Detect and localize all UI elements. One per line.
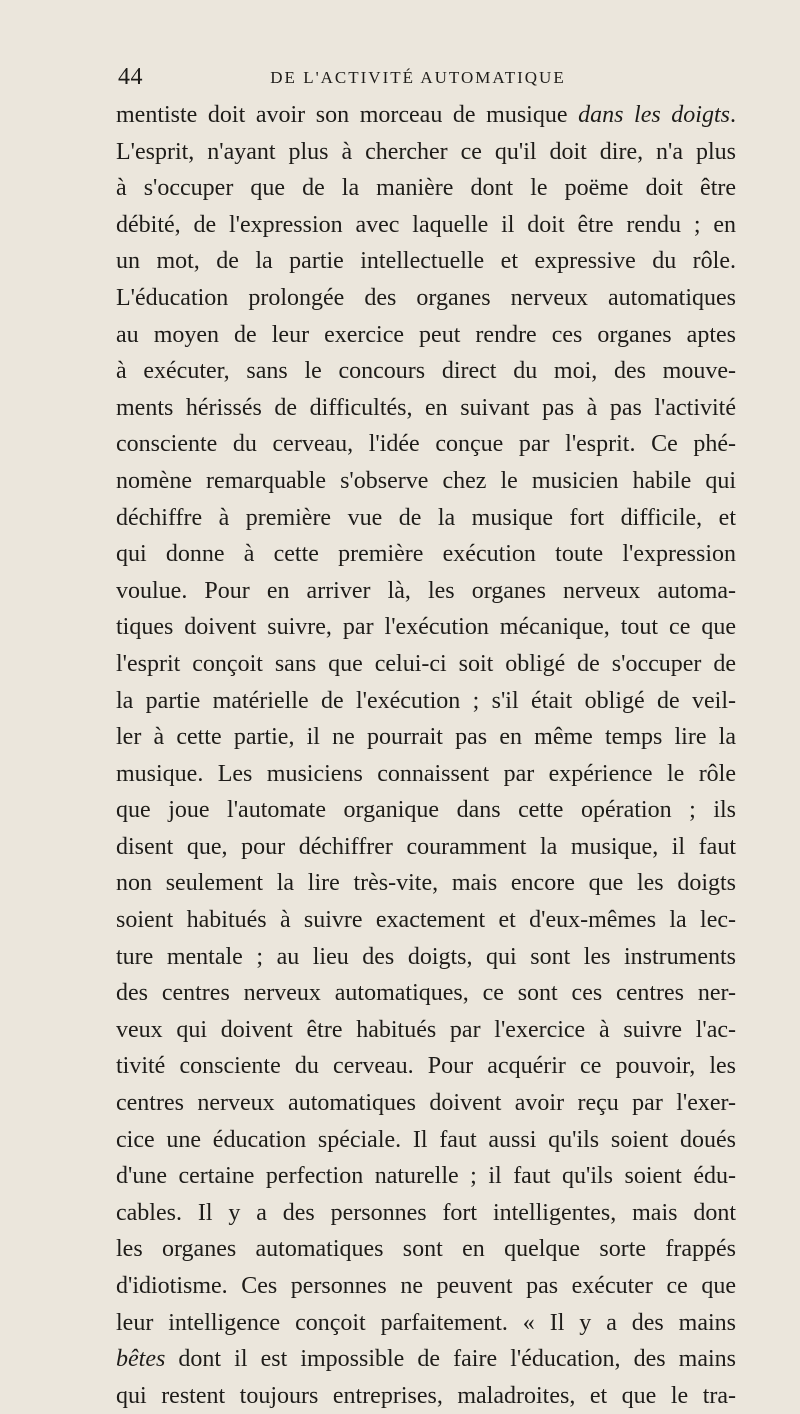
text-segment: ler à cette partie, il ne pourrait pas en même temps lire la — [116, 724, 736, 751]
text-segment: . — [730, 102, 736, 128]
text-segment: les organes automatiques sont en quelque sorte frappés — [116, 1236, 736, 1263]
text-segment: musique. Les musiciens connaissent par expérience le rôle — [116, 760, 736, 787]
text-line — [116, 243, 736, 280]
text-segment: L'esprit, n'ayant plus à chercher ce qu'il doit dire, n'a plus — [116, 138, 736, 165]
text-segment: disent que, pour déchiffrer couramment la musique, il faut — [116, 833, 736, 860]
text-segment: d'idiotisme. Ces personnes ne peuvent pas exécuter ce que — [116, 1273, 736, 1299]
italic-text: bêtes — [116, 1346, 166, 1373]
text-line — [116, 719, 736, 756]
text-segment: centres nerveux automatiques doivent avoir reçu par l'exer- — [116, 1090, 736, 1117]
text-segment: d'une certaine perfection naturelle ; il faut qu'ils soient édu- — [116, 1163, 736, 1190]
text-segment: débité, de l'expression avec laquelle il doit être rendu ; en — [116, 211, 736, 238]
text-segment: veux qui doivent être habitués par l'exercice à suivre l'ac- — [116, 1016, 736, 1043]
text-line — [116, 792, 736, 829]
text-segment: mentiste doit avoir son morceau de musique — [116, 102, 579, 128]
text-line — [116, 756, 736, 793]
text-line — [116, 463, 736, 500]
text-line — [116, 902, 736, 939]
text-line — [116, 353, 736, 390]
running-title: DE L'ACTIVITÉ AUTOMATIQUE — [270, 68, 566, 87]
text-line — [116, 573, 736, 610]
text-segment: ments hérissés de difficultés, en suivant pas à pas l'activité — [116, 394, 736, 421]
text-line — [116, 1195, 736, 1232]
text-segment: L'éducation prolongée des organes nerveux automatiques — [116, 284, 736, 311]
text-line — [116, 97, 736, 134]
text-segment: que joue l'automate organique dans cette opération ; ils — [116, 797, 736, 824]
text-line — [116, 1378, 736, 1414]
page-number: 44 — [118, 64, 143, 90]
text-line — [116, 683, 736, 720]
text-segment: ture mentale ; au lieu des doigts, qui sont les instruments — [116, 943, 736, 970]
text-segment: cice une éducation spéciale. Il faut aussi qu'ils soient doués — [116, 1126, 736, 1153]
text-line — [116, 1305, 736, 1342]
text-segment: un mot, de la partie intellectuelle et expressive du rôle. — [116, 248, 736, 275]
text-line — [116, 1122, 736, 1159]
text-segment: nomène remarquable s'observe chez le musicien habile qui — [116, 467, 736, 494]
text-segment: qui restent toujours entreprises, maladroites, et que le tra- — [116, 1382, 736, 1409]
text-segment: consciente du cerveau, l'idée conçue par l'esprit. Ce phé- — [116, 431, 736, 458]
text-line — [116, 536, 736, 573]
text-segment: l'esprit conçoit sans que celui-ci soit obligé de s'occuper de — [116, 650, 736, 677]
text-segment: qui donne à cette première exécution toute l'expression — [116, 541, 736, 568]
text-line — [116, 1268, 736, 1305]
text-line — [116, 390, 736, 427]
text-line — [116, 207, 736, 244]
text-line — [116, 829, 736, 866]
text-line — [116, 500, 736, 537]
text-segment: cables. Il y a des personnes fort intelligentes, mais dont — [116, 1199, 736, 1226]
text-segment: à s'occuper que de la manière dont le poëme doit être — [116, 175, 736, 202]
text-line — [116, 646, 736, 683]
text-segment: voulue. Pour en arriver là, les organes nerveux automa- — [116, 577, 736, 604]
text-segment: dont il est impossible de faire l'éducation, des mains — [165, 1346, 736, 1373]
text-line — [116, 426, 736, 463]
text-segment: des centres nerveux automatiques, ce sont ces centres ner- — [116, 980, 736, 1007]
text-line — [116, 1048, 736, 1085]
text-line — [116, 939, 736, 976]
text-line — [116, 1012, 736, 1049]
text-segment: tivité consciente du cerveau. Pour acquérir ce pouvoir, les — [116, 1053, 736, 1080]
text-segment: tiques doivent suivre, par l'exécution mécanique, tout ce que — [116, 614, 736, 641]
text-line — [116, 1341, 736, 1378]
text-line — [116, 865, 736, 902]
text-line — [116, 1085, 736, 1122]
text-line — [116, 609, 736, 646]
page-header — [118, 64, 718, 94]
text-line — [116, 975, 736, 1012]
text-segment: à exécuter, sans le concours direct du moi, des mouve- — [116, 358, 736, 385]
text-segment: la partie matérielle de l'exécution ; s'il était obligé de veil- — [116, 687, 736, 714]
body-text — [116, 97, 736, 1414]
text-line — [116, 1231, 736, 1268]
text-segment: leur intelligence conçoit parfaitement. « Il y a des mains — [116, 1309, 736, 1336]
text-segment: non seulement la lire très-vite, mais encore que les doigts — [116, 870, 736, 897]
text-segment: au moyen de leur exercice peut rendre ces organes aptes — [116, 321, 736, 348]
text-segment: déchiffre à première vue de la musique fort difficile, et — [116, 504, 736, 531]
text-line — [116, 280, 736, 317]
text-line — [116, 1158, 736, 1195]
italic-text: dans les doigts — [578, 102, 730, 128]
text-segment: soient habitués à suivre exactement et d'eux-mêmes la lec- — [116, 907, 736, 934]
text-line — [116, 170, 736, 207]
text-line — [116, 317, 736, 354]
text-line — [116, 134, 736, 171]
